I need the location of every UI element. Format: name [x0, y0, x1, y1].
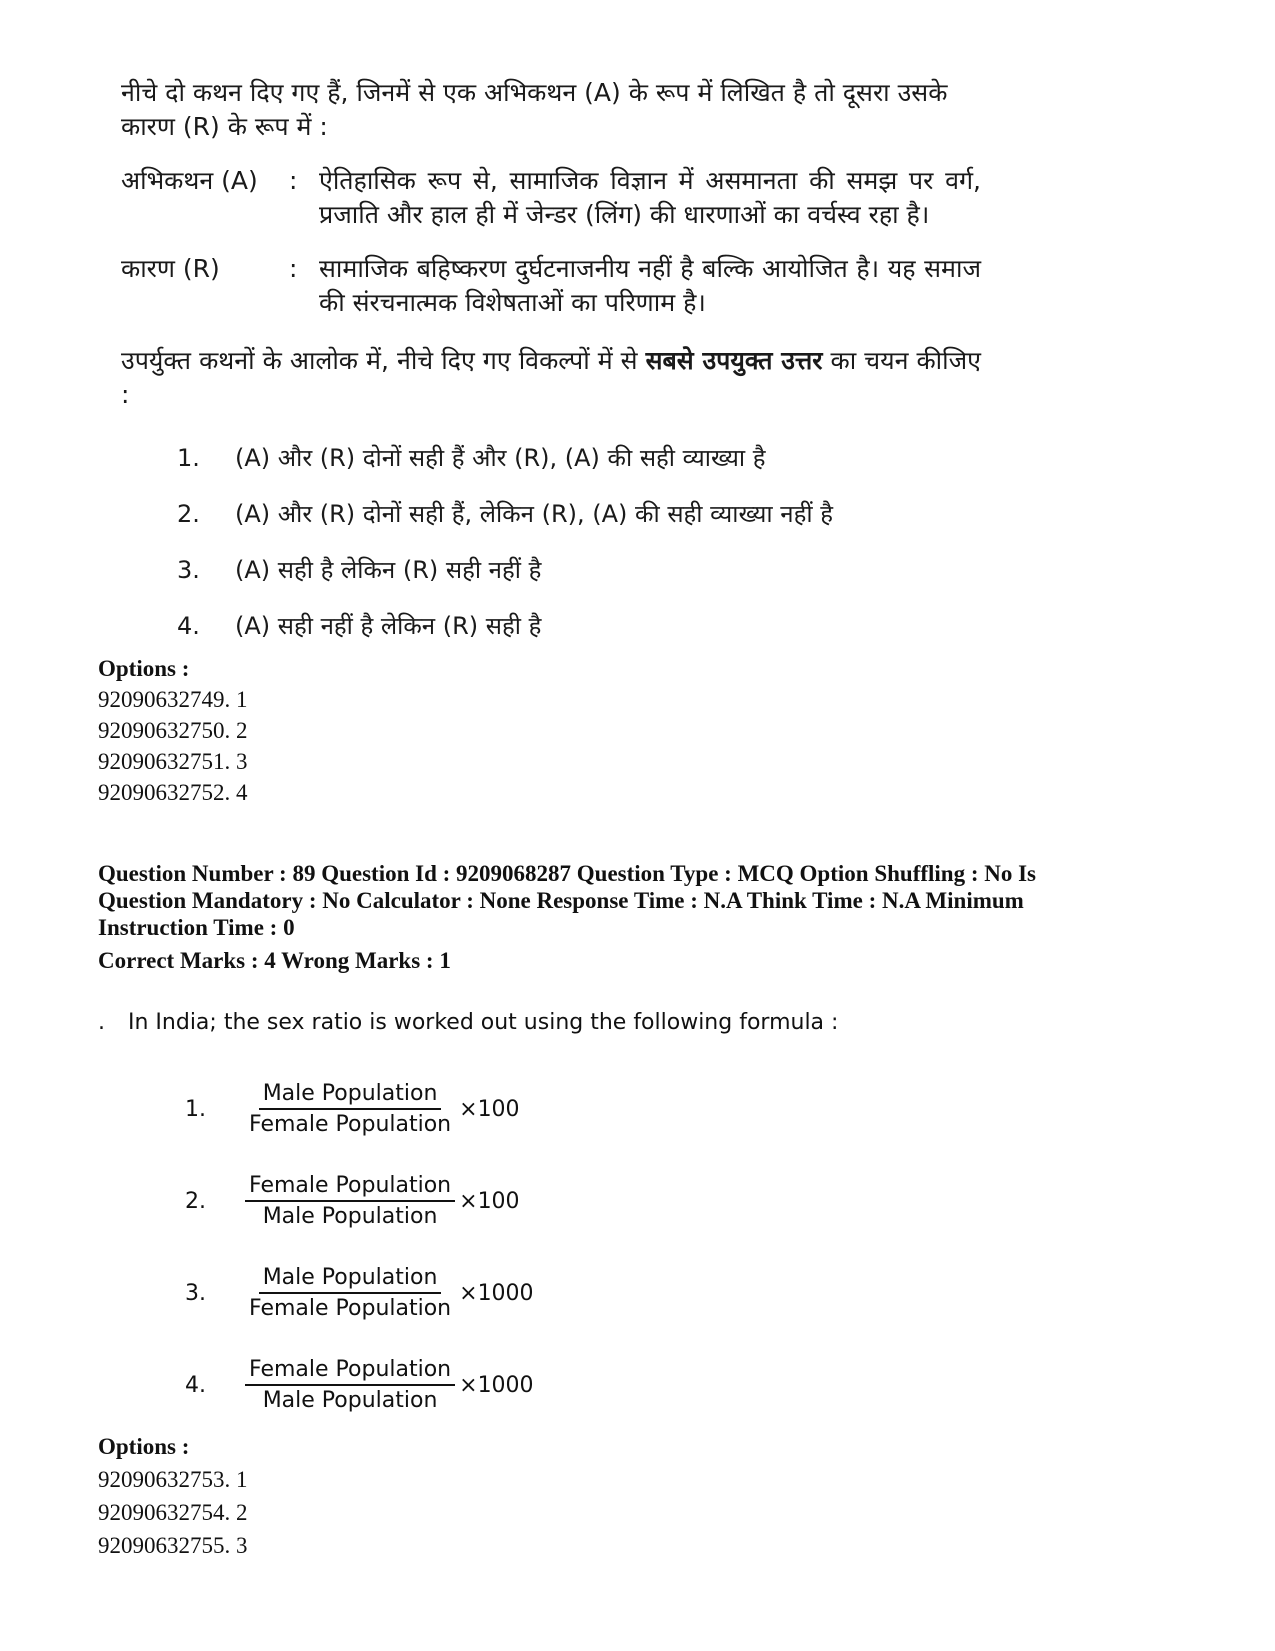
- formula-choices: [185, 1063, 534, 1431]
- options-heading: Options :: [98, 656, 190, 681]
- choice-text: (A) सही नहीं है लेकिन (R) सही है: [235, 612, 542, 640]
- fraction: [245, 1173, 455, 1229]
- option-id: 92090632753. 1: [98, 1467, 248, 1492]
- choice-text: (A) और (R) दोनों सही हैं और (R), (A) की सही व्याख्या है: [235, 444, 766, 472]
- numerator: Female Population: [245, 1173, 455, 1202]
- times-sign: ×: [459, 1372, 478, 1398]
- denominator: Male Population: [262, 1388, 438, 1413]
- fraction: [245, 1081, 455, 1137]
- question-bullet: .: [98, 1010, 105, 1035]
- option-id: 92090632754. 2: [98, 1500, 248, 1525]
- choice-number: 4.: [177, 612, 200, 640]
- answer-choice: [177, 598, 981, 654]
- instruction-post: का चयन कीजिए :: [121, 346, 981, 409]
- choice-text: (A) और (R) दोनों सही हैं, लेकिन (R), (A) की सही व्याख्या नहीं है: [235, 500, 833, 528]
- fraction: [245, 1357, 455, 1413]
- denominator: Female Population: [249, 1112, 452, 1137]
- times-sign: ×: [459, 1188, 478, 1214]
- answer-choice: [177, 486, 981, 542]
- choice-text: (A) सही है लेकिन (R) सही नहीं है: [235, 556, 542, 584]
- times-sign: ×: [459, 1096, 478, 1122]
- denominator: Female Population: [249, 1296, 452, 1321]
- choice-number: 2.: [185, 1188, 206, 1214]
- formula-choice: [185, 1155, 534, 1247]
- answer-choice: [177, 542, 981, 598]
- formula-choice: [185, 1247, 534, 1339]
- reason-colon: :: [289, 254, 298, 283]
- numerator: Female Population: [245, 1357, 455, 1386]
- question-statement: In India; the sex ratio is worked out using the following formula :: [128, 1010, 839, 1035]
- multiplier: 1000: [477, 1280, 534, 1306]
- question-text: [98, 1010, 838, 1035]
- denominator: Male Population: [262, 1204, 438, 1229]
- question-instruction: [121, 344, 981, 412]
- option-id: 92090632751. 3: [98, 749, 248, 774]
- question-metadata: [98, 860, 1036, 974]
- choice-number: 3.: [185, 1280, 206, 1306]
- answer-choice: [177, 430, 981, 486]
- current-options: [98, 1430, 248, 1562]
- assertion-colon: :: [289, 166, 298, 195]
- choice-number: 2.: [177, 500, 200, 528]
- reason-statement: [121, 252, 981, 320]
- multiplier: 100: [477, 1096, 520, 1122]
- marks-line: Correct Marks : 4 Wrong Marks : 1: [98, 948, 451, 973]
- formula-choice: [185, 1063, 534, 1155]
- numerator: Male Population: [259, 1265, 442, 1294]
- multiplier: 1000: [477, 1372, 534, 1398]
- multiplier: 100: [477, 1188, 520, 1214]
- metadata-line: Instruction Time : 0: [98, 915, 295, 940]
- choice-number: 1.: [177, 444, 200, 472]
- question-intro: नीचे दो कथन दिए गए हैं, जिनमें से एक अभिकथन (A) के रूप में लिखित है तो दूसरा उसके कारण (R) के रूप में :: [121, 78, 948, 141]
- assertion-text: ऐतिहासिक रूप से, सामाजिक विज्ञान में असमानता की समझ पर वर्ग, प्रजाति और हाल ही में जेन्डर (लिंग) की धारणाओं का वर्चस्व रहा है।: [319, 166, 981, 229]
- previous-options: [98, 653, 248, 808]
- option-id: 92090632755. 3: [98, 1533, 248, 1558]
- reason-text: सामाजिक बहिष्करण दुर्घटनाजनीय नहीं है बल्कि आयोजित है। यह समाज की संरचनात्मक विशेषताओं का परिणाम है।: [319, 254, 981, 317]
- numerator: Male Population: [259, 1081, 442, 1110]
- instruction-pre: उपर्युक्त कथनों के आलोक में, नीचे दिए गए विकल्पों में से: [121, 346, 646, 375]
- answer-choices: [121, 430, 981, 654]
- choice-number: 4.: [185, 1372, 206, 1398]
- instruction-bold: सबसे उपयुक्त उत्तर: [645, 346, 823, 375]
- assertion-label: अभिकथन (A): [121, 166, 258, 195]
- option-id: 92090632752. 4: [98, 780, 248, 805]
- fraction: [245, 1265, 455, 1321]
- option-id: 92090632749. 1: [98, 687, 248, 712]
- formula-choice: [185, 1339, 534, 1431]
- metadata-line: Question Mandatory : No Calculator : None Response Time : N.A Think Time : N.A Minimum: [98, 888, 1024, 913]
- previous-question-body: [121, 76, 981, 654]
- times-sign: ×: [459, 1280, 478, 1306]
- choice-number: 3.: [177, 556, 200, 584]
- choice-number: 1.: [185, 1096, 206, 1122]
- options-heading: Options :: [98, 1434, 190, 1459]
- metadata-line: Question Number : 89 Question Id : 9209068287 Question Type : MCQ Option Shuffling : No Is: [98, 861, 1037, 886]
- assertion-statement: [121, 164, 981, 232]
- option-id: 92090632750. 2: [98, 718, 248, 743]
- reason-label: कारण (R): [121, 254, 220, 283]
